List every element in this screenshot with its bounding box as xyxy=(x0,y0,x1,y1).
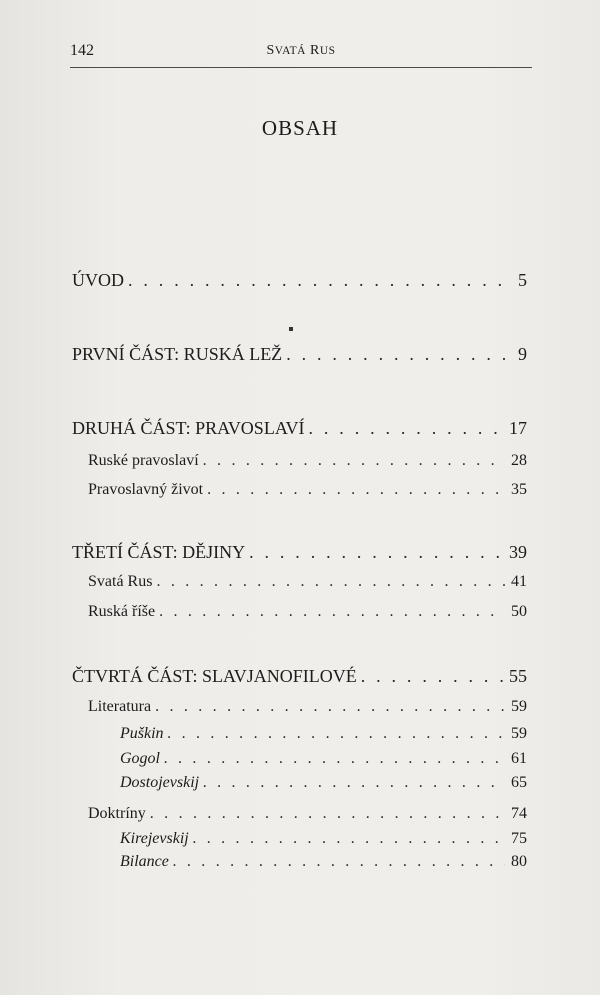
running-title: SVATÁ RUS xyxy=(266,43,336,58)
toc-entry[interactable] xyxy=(120,750,527,768)
toc-entry-label: Literatura xyxy=(88,698,152,715)
toc-entry-label: Dostojevskij xyxy=(120,774,200,791)
leader-dots xyxy=(155,698,505,716)
leader-dots xyxy=(207,481,505,499)
toc-entry-page: 28 xyxy=(511,452,527,469)
toc-entry-page: 50 xyxy=(511,603,527,620)
toc-entry[interactable] xyxy=(120,830,527,848)
toc-entry-label: PRVNÍ ČÁST: RUSKÁ LEŽ xyxy=(72,344,283,364)
leader-dots xyxy=(164,750,505,768)
toc-entry-page: 9 xyxy=(518,344,527,364)
toc-entry-label: TŘETÍ ČÁST: DĚJINY xyxy=(72,542,246,562)
leader-dots xyxy=(159,603,505,621)
toc-entry[interactable] xyxy=(120,853,527,871)
toc-entry[interactable] xyxy=(88,573,527,591)
toc-entry-label: Ruská říše xyxy=(88,603,156,620)
page-title: OBSAH xyxy=(261,116,339,140)
toc-entry[interactable] xyxy=(72,270,527,291)
toc-entry[interactable] xyxy=(72,344,527,365)
leader-dots xyxy=(203,452,505,470)
toc-entry[interactable] xyxy=(88,805,527,823)
toc-entry-label: ČTVRTÁ ČÁST: SLAVJANOFILOVÉ xyxy=(72,666,357,686)
toc-entry-label: Pravoslavný život xyxy=(88,481,204,498)
toc-entry-label: Puškin xyxy=(120,725,164,742)
toc-entry-label: ÚVOD xyxy=(72,270,124,290)
toc-entry-page: 75 xyxy=(511,830,527,847)
leader-dots xyxy=(193,830,505,848)
toc-entry[interactable] xyxy=(88,452,527,470)
toc-entry-page: 5 xyxy=(518,270,527,290)
leader-dots xyxy=(173,853,505,871)
toc-entry-page: 39 xyxy=(509,542,527,562)
toc-entry-page: 65 xyxy=(511,774,527,791)
leader-dots xyxy=(361,666,503,687)
leader-dots xyxy=(156,573,505,591)
leader-dots xyxy=(203,774,505,792)
toc-entry-page: 17 xyxy=(509,418,527,438)
toc-entry-page: 61 xyxy=(511,750,527,767)
bullet-mark xyxy=(289,327,293,331)
toc-entry[interactable] xyxy=(120,725,527,743)
toc-entry[interactable] xyxy=(88,698,527,716)
toc-entry-label: Gogol xyxy=(120,750,160,767)
toc-entry-page: 74 xyxy=(511,805,527,822)
toc-entry[interactable] xyxy=(88,603,527,621)
leader-dots xyxy=(150,805,505,823)
leader-dots xyxy=(286,344,512,365)
page-number: 142 xyxy=(70,42,94,59)
page-header xyxy=(70,42,532,64)
toc-entry-label: Bilance xyxy=(120,853,169,870)
toc-entry[interactable] xyxy=(72,542,527,563)
toc-entry[interactable] xyxy=(72,666,527,687)
toc-entry-label: Svatá Rus xyxy=(88,573,153,590)
show-through-text xyxy=(95,95,565,915)
toc-entry[interactable] xyxy=(120,774,527,792)
leader-dots xyxy=(249,542,503,563)
toc-entry-page: 55 xyxy=(509,666,527,686)
toc-entry-label: Kirejevskij xyxy=(120,830,189,847)
header-rule xyxy=(70,67,532,68)
toc-entry-page: 41 xyxy=(511,573,527,590)
toc-entry[interactable] xyxy=(88,481,527,499)
leader-dots xyxy=(128,270,512,291)
toc-entry-label: Ruské pravoslaví xyxy=(88,452,199,469)
toc-entry-page: 80 xyxy=(511,853,527,870)
leader-dots xyxy=(309,418,504,439)
toc-entry[interactable] xyxy=(72,418,527,439)
leader-dots xyxy=(168,725,505,743)
toc-entry-page: 59 xyxy=(511,698,527,715)
toc-entry-label: DRUHÁ ČÁST: PRAVOSLAVÍ xyxy=(72,418,305,438)
toc-entry-label: Doktríny xyxy=(88,805,146,822)
toc-entry-page: 59 xyxy=(511,725,527,742)
toc-entry-page: 35 xyxy=(511,481,527,498)
